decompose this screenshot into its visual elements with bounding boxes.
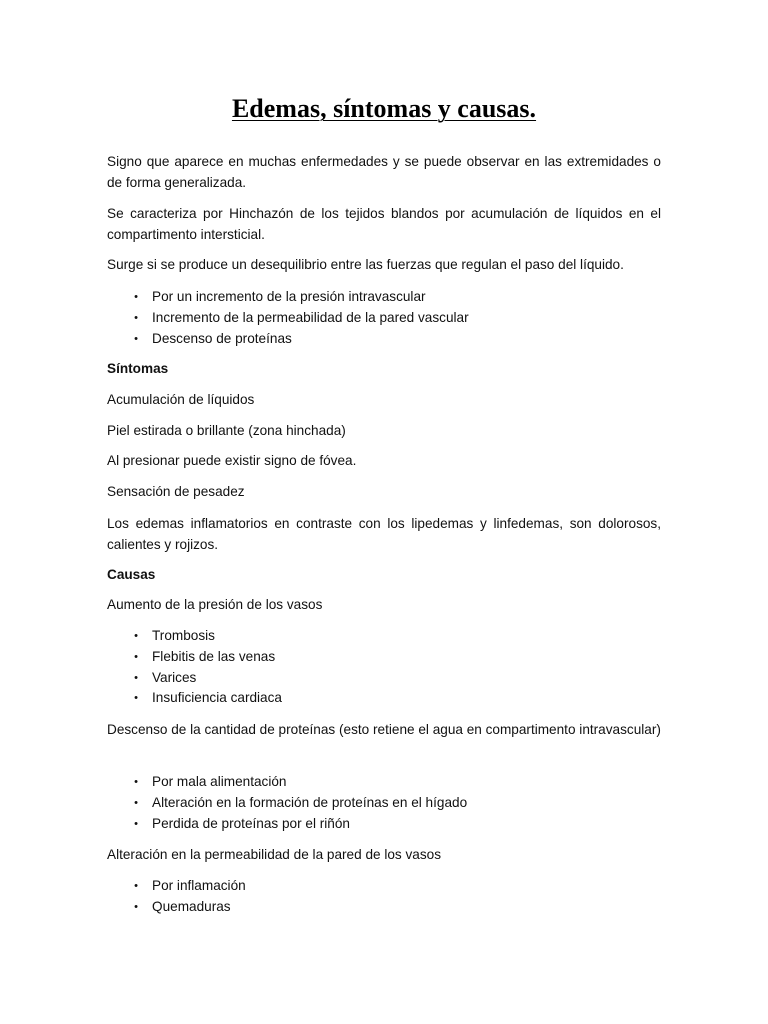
bullet-icon: •: [134, 291, 138, 303]
list-item: [107, 647, 661, 668]
sintomas-heading: Síntomas: [107, 361, 169, 376]
list-item-text: Insuficiencia cardiaca: [152, 690, 282, 706]
list-item-text: Quemaduras: [152, 898, 231, 914]
list-item-text: Perdida de proteínas por el riñón: [152, 815, 350, 831]
bullet-icon: •: [134, 311, 138, 324]
list-item: [107, 287, 661, 308]
list-item: [107, 814, 661, 835]
list-item-text: Flebitis de las venas: [152, 648, 276, 664]
list-item: [107, 626, 661, 647]
list-item-text: Incremento de la permeabilidad de la pared vascular: [152, 309, 469, 325]
causas-heading: Causas: [107, 567, 156, 582]
bullet-icon: •: [134, 671, 138, 684]
bullet-icon: •: [134, 900, 138, 913]
causa-group-text: Aumento de la presión de los vasos: [107, 597, 323, 612]
list-item: [107, 772, 661, 793]
sintoma-item: Piel estirada o brillante (zona hinchada): [107, 423, 346, 438]
bullet-icon: •: [134, 630, 138, 642]
bullet-icon: •: [134, 796, 138, 809]
list-item-text: Trombosis: [152, 628, 215, 643]
sintoma-item: Sensación de pesadez: [107, 484, 245, 499]
intro-paragraph-1: Signo que aparece en muchas enfermedades y se puede observar en las extremidades o de forma generalizada.: [107, 154, 661, 190]
list-item-text: Por un incremento de la presión intravascular: [152, 289, 426, 304]
causa-group-3-list: [107, 876, 661, 918]
document-title: Edemas, síntomas y causas.: [231, 94, 537, 123]
list-item: [107, 897, 661, 918]
causa-group-text: Descenso de la cantidad de proteínas (esto retiene el agua en compartimento intravascular): [107, 722, 661, 737]
bullet-icon: •: [134, 880, 138, 892]
bullet-icon: •: [134, 650, 138, 663]
causa-group-1-list: [107, 626, 661, 709]
sintoma-item: Al presionar puede existir signo de fóvea.: [107, 453, 357, 468]
bullet-icon: •: [134, 692, 138, 705]
list-item: [107, 329, 661, 350]
list-item: [107, 688, 661, 709]
list-item-text: Por mala alimentación: [152, 774, 287, 789]
intro-paragraph-3: Surge si se produce un desequilibrio entre las fuerzas que regulan el paso del líquido.: [107, 257, 624, 272]
bullet-icon: •: [134, 776, 138, 788]
intro-paragraph-2: Se caracteriza por Hinchazón de los tejidos blandos por acumulación de líquidos en el compartimento intersticial.: [107, 206, 661, 242]
list-item-text: Alteración en la formación de proteínas en el hígado: [152, 794, 468, 810]
list-item-text: Varices: [152, 669, 197, 685]
intro-bullet-list: [107, 287, 661, 349]
bullet-icon: •: [134, 817, 138, 830]
list-item: [107, 876, 661, 897]
causa-group-2-list: [107, 772, 661, 834]
causa-group-text: Alteración en la permeabilidad de la pared de los vasos: [107, 847, 442, 862]
sintoma-item: Los edemas inflamatorios en contraste con los lipedemas y linfedemas, son dolorosos, calientes y rojizos.: [107, 516, 661, 552]
list-item-text: Descenso de proteínas: [152, 330, 292, 346]
list-item: [107, 308, 661, 329]
list-item: [107, 668, 661, 689]
bullet-icon: •: [134, 332, 138, 345]
list-item-text: Por inflamación: [152, 878, 246, 893]
sintoma-item: Acumulación de líquidos: [107, 392, 255, 407]
list-item: [107, 793, 661, 814]
